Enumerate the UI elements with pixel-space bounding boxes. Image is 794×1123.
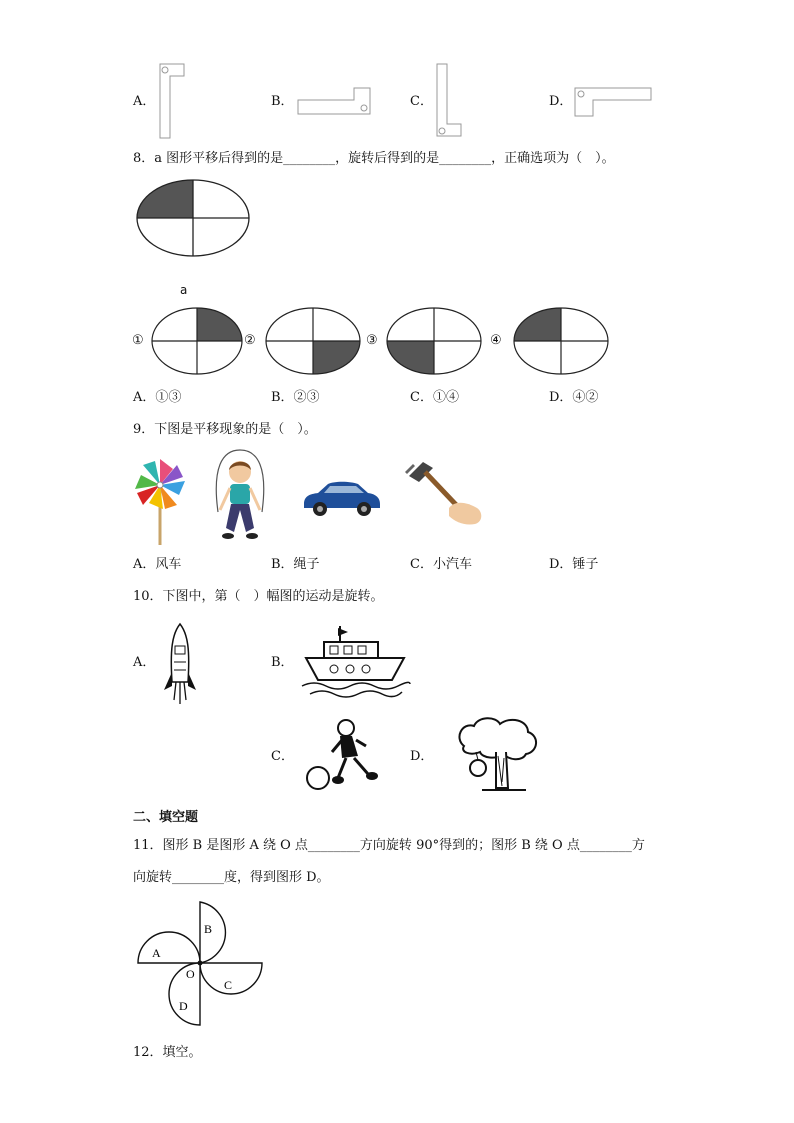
q11-line1: 11．图形 B 是图形 A 绕 O 点________方向旋转 90°得到的；图形 B 绕 O 点________方 [133, 838, 645, 853]
q9-option-c: C．小汽车 [410, 557, 472, 572]
q9-question: 9．下图是平移现象的是（ ）。 [133, 422, 317, 437]
q8-marker-3: ③ [366, 333, 378, 348]
q10-option-b-label: B． [271, 655, 294, 670]
label-o: O [186, 967, 195, 981]
q8-figure-3 [385, 306, 483, 376]
hammer-image [405, 458, 485, 530]
boat-image [300, 624, 412, 698]
q9-option-b: B．绳子 [271, 557, 320, 572]
q7-figure-a [158, 62, 188, 142]
q10-option-a-label: A． [133, 655, 156, 670]
q8-question: 8．a 图形平移后得到的是________，旋转后得到的是________，正确选项为（ ）。 [133, 151, 615, 166]
label-c: C [224, 978, 233, 992]
q10-option-d-label: D． [410, 749, 434, 764]
q7-option-d-label: D． [549, 94, 573, 109]
q8-figure-2 [264, 306, 362, 376]
car-image [300, 478, 382, 518]
q8-figure-1 [150, 306, 244, 376]
label-d: D [179, 999, 188, 1013]
q9-option-a: A．风车 [133, 557, 182, 572]
q8-option-b: B．②③ [271, 390, 320, 405]
q12-question: 12．填空。 [133, 1045, 202, 1060]
ball-kicker-image [302, 716, 382, 796]
q8-figure-a [135, 178, 251, 258]
q8-marker-2: ② [244, 333, 256, 348]
rocket-image [160, 622, 200, 706]
pinwheel-image [133, 455, 189, 547]
q10-option-c-label: C． [271, 749, 294, 764]
q7-option-b-label: B． [271, 94, 294, 109]
q8-marker-1: ① [132, 333, 144, 348]
q11-rotation-figure [136, 900, 266, 1030]
q7-figure-d [573, 86, 655, 120]
q8-figure-label: a [180, 283, 188, 297]
q10-question: 10．下图中，第（ ）幅图的运动是旋转。 [133, 589, 384, 604]
q8-figure-4 [512, 306, 610, 376]
label-b: B [204, 922, 213, 936]
q8-option-c: C．①④ [410, 390, 459, 405]
q8-option-d: D．④② [549, 390, 599, 405]
q8-option-a: A．①③ [133, 390, 182, 405]
q7-figure-c [435, 62, 465, 140]
q7-option-a-label: A． [133, 94, 156, 109]
q8-marker-4: ④ [490, 333, 502, 348]
q11-line2: 向旋转________度，得到图形 D。 [133, 870, 330, 885]
section-2-heading: 二、填空题 [133, 810, 199, 825]
q9-option-d: D．锤子 [549, 557, 599, 572]
q7-figure-b [296, 86, 376, 118]
tree-apple-image [452, 716, 542, 794]
q7-option-c-label: C． [410, 94, 433, 109]
jump-rope-boy-image [212, 448, 268, 548]
label-a: A [152, 946, 161, 960]
